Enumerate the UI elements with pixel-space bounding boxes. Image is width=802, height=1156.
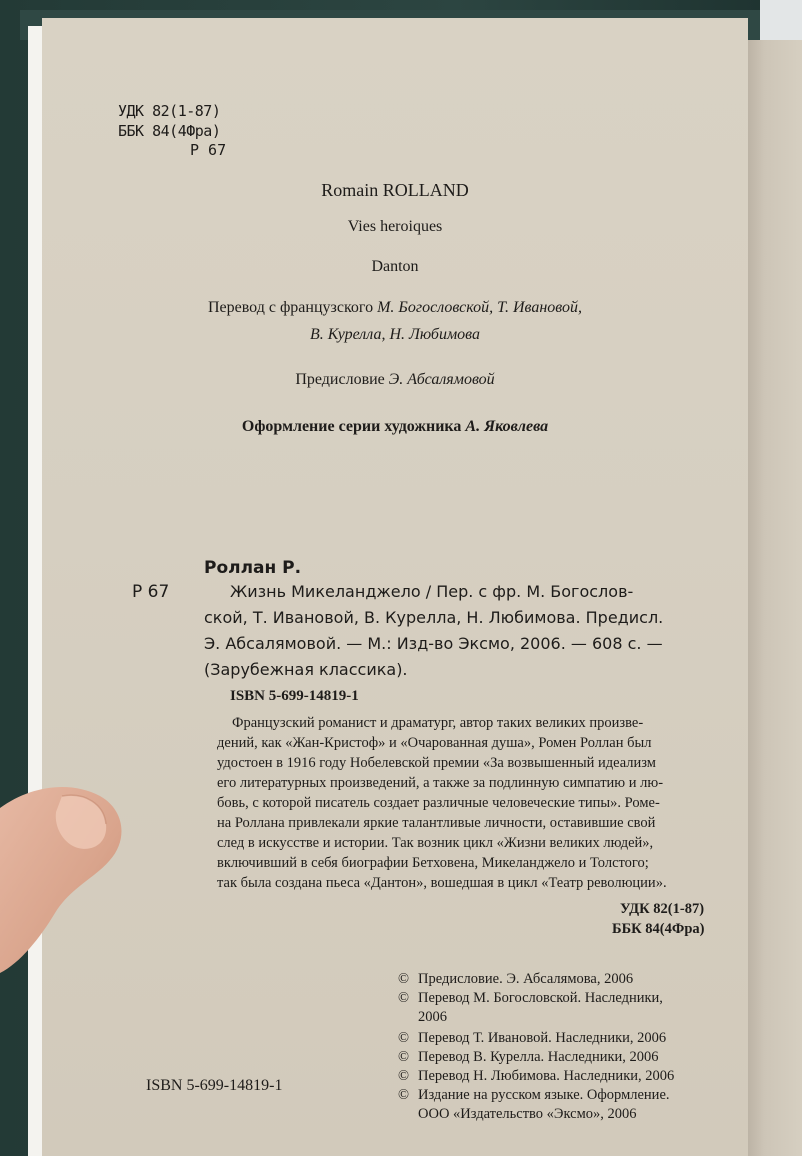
translation-credit: Перевод с французского М. Богословской, Т. Ивановой, (207, 299, 583, 316)
udk-classification: УДК 82(1-87) (620, 901, 705, 917)
annotation-line: бовь, с которой писатель создает различные человеческие типы». Роме- (217, 795, 660, 811)
annotation-line: удостоен в 1916 году Нобелевской премии «За возвышенный идеализм (217, 755, 656, 771)
original-title: Danton (371, 258, 419, 275)
thumb-icon (0, 778, 135, 978)
catalog-line: ской, Т. Ивановой, В. Курелла, Н. Любимова. Предисл. (204, 608, 664, 627)
annotation-line: на Роллана привлекали яркие талантливые личности, оставившие свой (217, 815, 656, 831)
catalog-code: Р 67 (132, 582, 170, 602)
catalog-line: Жизнь Микеланджело / Пер. с фр. М. Богослов- (230, 582, 634, 601)
annotation-line: след в искусстве и истории. Так возник цикл «Жизни великих людей», (217, 835, 654, 851)
copyright-line: ООО «Издательство «Эксмо», 2006 (418, 1106, 637, 1122)
copyright-icon: © (398, 1087, 410, 1103)
catalog-line: (Зарубежная классика). (204, 660, 408, 679)
copyright-line: © Перевод Т. Ивановой. Наследники, 2006 (398, 1030, 667, 1046)
series-design-credit: Оформление серии художника А. Яковлева (241, 418, 549, 435)
catalog-isbn: ISBN 5-699-14819-1 (230, 688, 359, 704)
annotation-line: включивший в себя биографии Бетховена, Микеланджело и Толстого; (217, 855, 649, 871)
copyright-line: © Перевод Н. Любимова. Наследники, 2006 (398, 1068, 675, 1084)
copyright-icon: © (398, 990, 410, 1006)
copyright-icon: © (398, 1049, 410, 1065)
next-page-edge (740, 40, 802, 1156)
original-author: Romain ROLLAND (321, 180, 469, 200)
copyright-icon: © (398, 971, 410, 987)
bbk-code: ББК 84(4Фра) (118, 122, 221, 140)
copyright-line: © Перевод В. Курелла. Наследники, 2006 (398, 1049, 659, 1065)
copyright-line: © Предисловие. Э. Абсалямова, 2006 (398, 971, 634, 987)
udk-code: УДК 82(1-87) (118, 102, 221, 120)
preface-credit: Предисловие Э. Абсалямовой (295, 371, 495, 388)
catalog-line: Э. Абсалямовой. — М.: Изд-во Эксмо, 2006. — 608 с. — (204, 634, 663, 653)
bbk-classification: ББК 84(4Фра) (612, 921, 705, 937)
annotation-line: его литературных произведений, а также за подлинную симпатию и лю- (217, 775, 664, 791)
copyright-icon: © (398, 1030, 410, 1046)
original-series: Vies heroiques (347, 218, 443, 235)
copyright-line: © Издание на русском языке. Оформление. (398, 1087, 670, 1103)
copyright-line: © Перевод М. Богословской. Наследники, (398, 990, 663, 1006)
translation-credit-cont: В. Курелла, Н. Любимова (309, 326, 480, 343)
annotation-line: дений, как «Жан-Кристоф» и «Очарованная душа», Ромен Роллан был (217, 735, 652, 751)
book-page (42, 18, 748, 1156)
bottom-isbn: ISBN 5-699-14819-1 (146, 1077, 283, 1094)
author-mark-code: Р 67 (190, 141, 227, 159)
copyright-line: 2006 (418, 1009, 447, 1025)
annotation-line: Французский романист и драматург, автор таких великих произве- (232, 715, 644, 731)
catalog-author-heading: Роллан Р. (204, 558, 302, 578)
copyright-icon: © (398, 1068, 410, 1084)
annotation-line: так была создана пьеса «Дантон», вошедшая в цикл «Театр революции». (217, 875, 667, 891)
